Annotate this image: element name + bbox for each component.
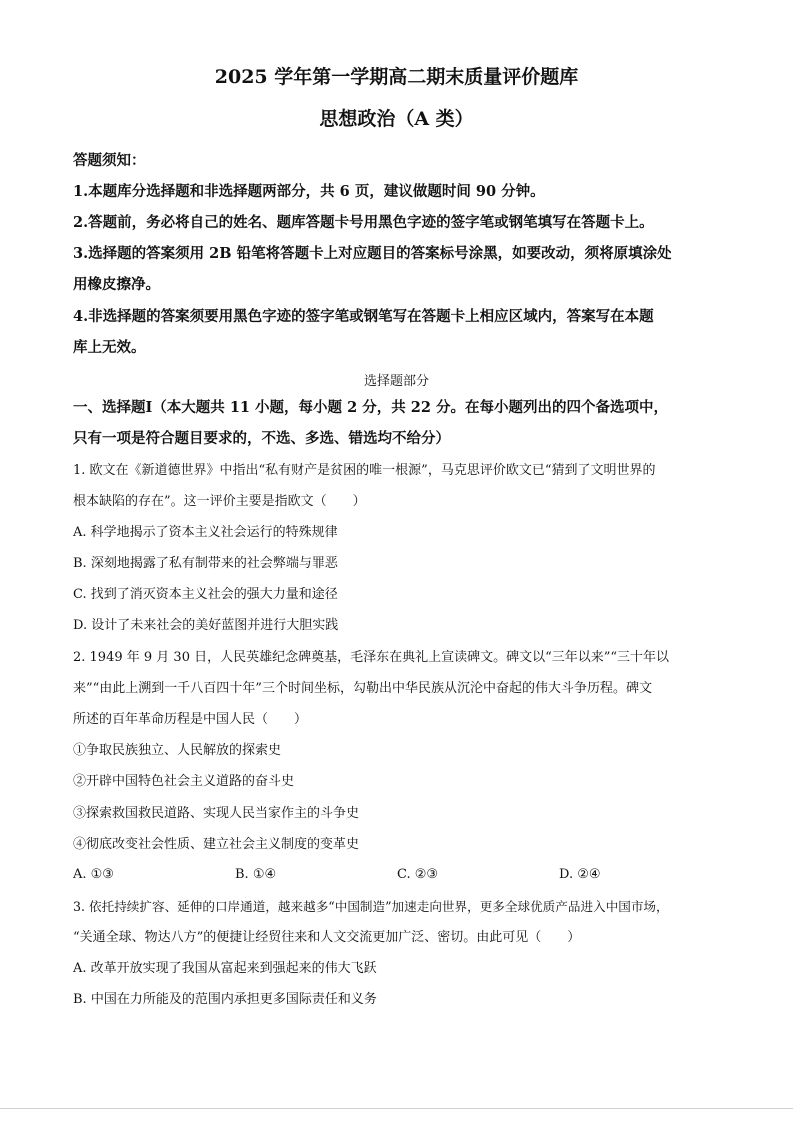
question-2-option-b: B. ①④ xyxy=(235,867,277,882)
question-2-option-d: D. ②④ xyxy=(559,867,601,882)
question-1-stem: 1. 欧文在《新道德世界》中指出“私有财产是贫困的唯一根源”，马克思评价欧文已“猜到了文明世界的 xyxy=(73,463,656,478)
question-3-stem: “关通全球、物达八方”的便捷让经贸往来和人文交流更加广泛、密切。由此可见（ ） xyxy=(73,930,581,945)
question-2-stem: 来”“由此上溯到一千八百四十年”三个时间坐标，勾勒出中华民族从沉沦中奋起的伟大斗争历程。碑文 xyxy=(73,681,652,696)
section-intro: 一、选择题Ⅰ（本大题共 11 小题，每小题 2 分，共 22 分。在每小题列出的四个备选项中， xyxy=(73,399,669,416)
question-2-stem: 所述的百年革命历程是中国人民（ ） xyxy=(73,712,308,727)
section-title: 选择题部分 xyxy=(363,374,429,389)
question-3-stem: 3. 依托持续扩容、延伸的口岸通道，越来越多“中国制造”加速走向世界，更多全球优质产品进入中国市场， xyxy=(73,899,669,914)
page-subtitle: 思想政治（A 类） xyxy=(319,108,474,130)
notice-line: 用橡皮擦净。 xyxy=(73,276,160,293)
question-1-option-a: A. 科学地揭示了资本主义社会运行的特殊规律 xyxy=(73,525,338,540)
page-title: 2025 学年第一学期高二期末质量评价题库 xyxy=(214,66,579,88)
notice-line: 库上无效。 xyxy=(73,339,146,356)
question-2-item: ②开辟中国特色社会主义道路的奋斗史 xyxy=(73,774,295,789)
question-1-option-c: C. 找到了消灭资本主义社会的强大力量和途径 xyxy=(73,587,338,602)
question-3-option-b: B. 中国在力所能及的范围内承担更多国际责任和义务 xyxy=(73,992,377,1007)
question-2-item: ①争取民族独立、人民解放的探索史 xyxy=(73,743,282,758)
notice-line: 3.选择题的答案须用 2B 铅笔将答题卡上对应题目的答案标号涂黑，如要改动，须将原填涂处 xyxy=(73,245,672,262)
question-1-stem: 根本缺陷的存在”。这一评价主要是指欧文（ ） xyxy=(73,494,366,509)
question-2-item: ④彻底改变社会性质、建立社会主义制度的变革史 xyxy=(73,837,360,852)
question-1-option-b: B. 深刻地揭露了私有制带来的社会弊端与罪恶 xyxy=(73,556,338,571)
question-2-stem: 2. 1949 年 9 月 30 日，人民英雄纪念碑奠基，毛泽东在典礼上宣读碑文。碑文以“三年以来”“三十年以 xyxy=(73,650,670,665)
question-2-option-c: C. ②③ xyxy=(397,867,439,882)
notice-line: 2.答题前，务必将自己的姓名、题库答题卡号用黑色字迹的签字笔或钢笔填写在答题卡上。 xyxy=(73,214,654,231)
question-2-option-a: A. ①③ xyxy=(73,867,114,882)
page-bottom-rule xyxy=(0,1108,793,1109)
notice-line: 4.非选择题的答案须要用黑色字迹的签字笔或钢笔写在答题卡上相应区域内，答案写在本题 xyxy=(73,308,654,325)
section-intro: 只有一项是符合题目要求的，不选、多选、错选均不给分） xyxy=(73,430,450,447)
question-2-item: ③探索救国救民道路、实现人民当家作主的斗争史 xyxy=(73,806,360,821)
question-1-option-d: D. 设计了未来社会的美好蓝图并进行大胆实践 xyxy=(73,618,339,633)
question-3-option-a: A. 改革开放实现了我国从富起来到强起来的伟大飞跃 xyxy=(73,961,377,976)
notice-heading: 答题须知： xyxy=(73,152,146,169)
notice-line: 1.本题库分选择题和非选择题两部分，共 6 页，建议做题时间 90 分钟。 xyxy=(73,183,545,200)
